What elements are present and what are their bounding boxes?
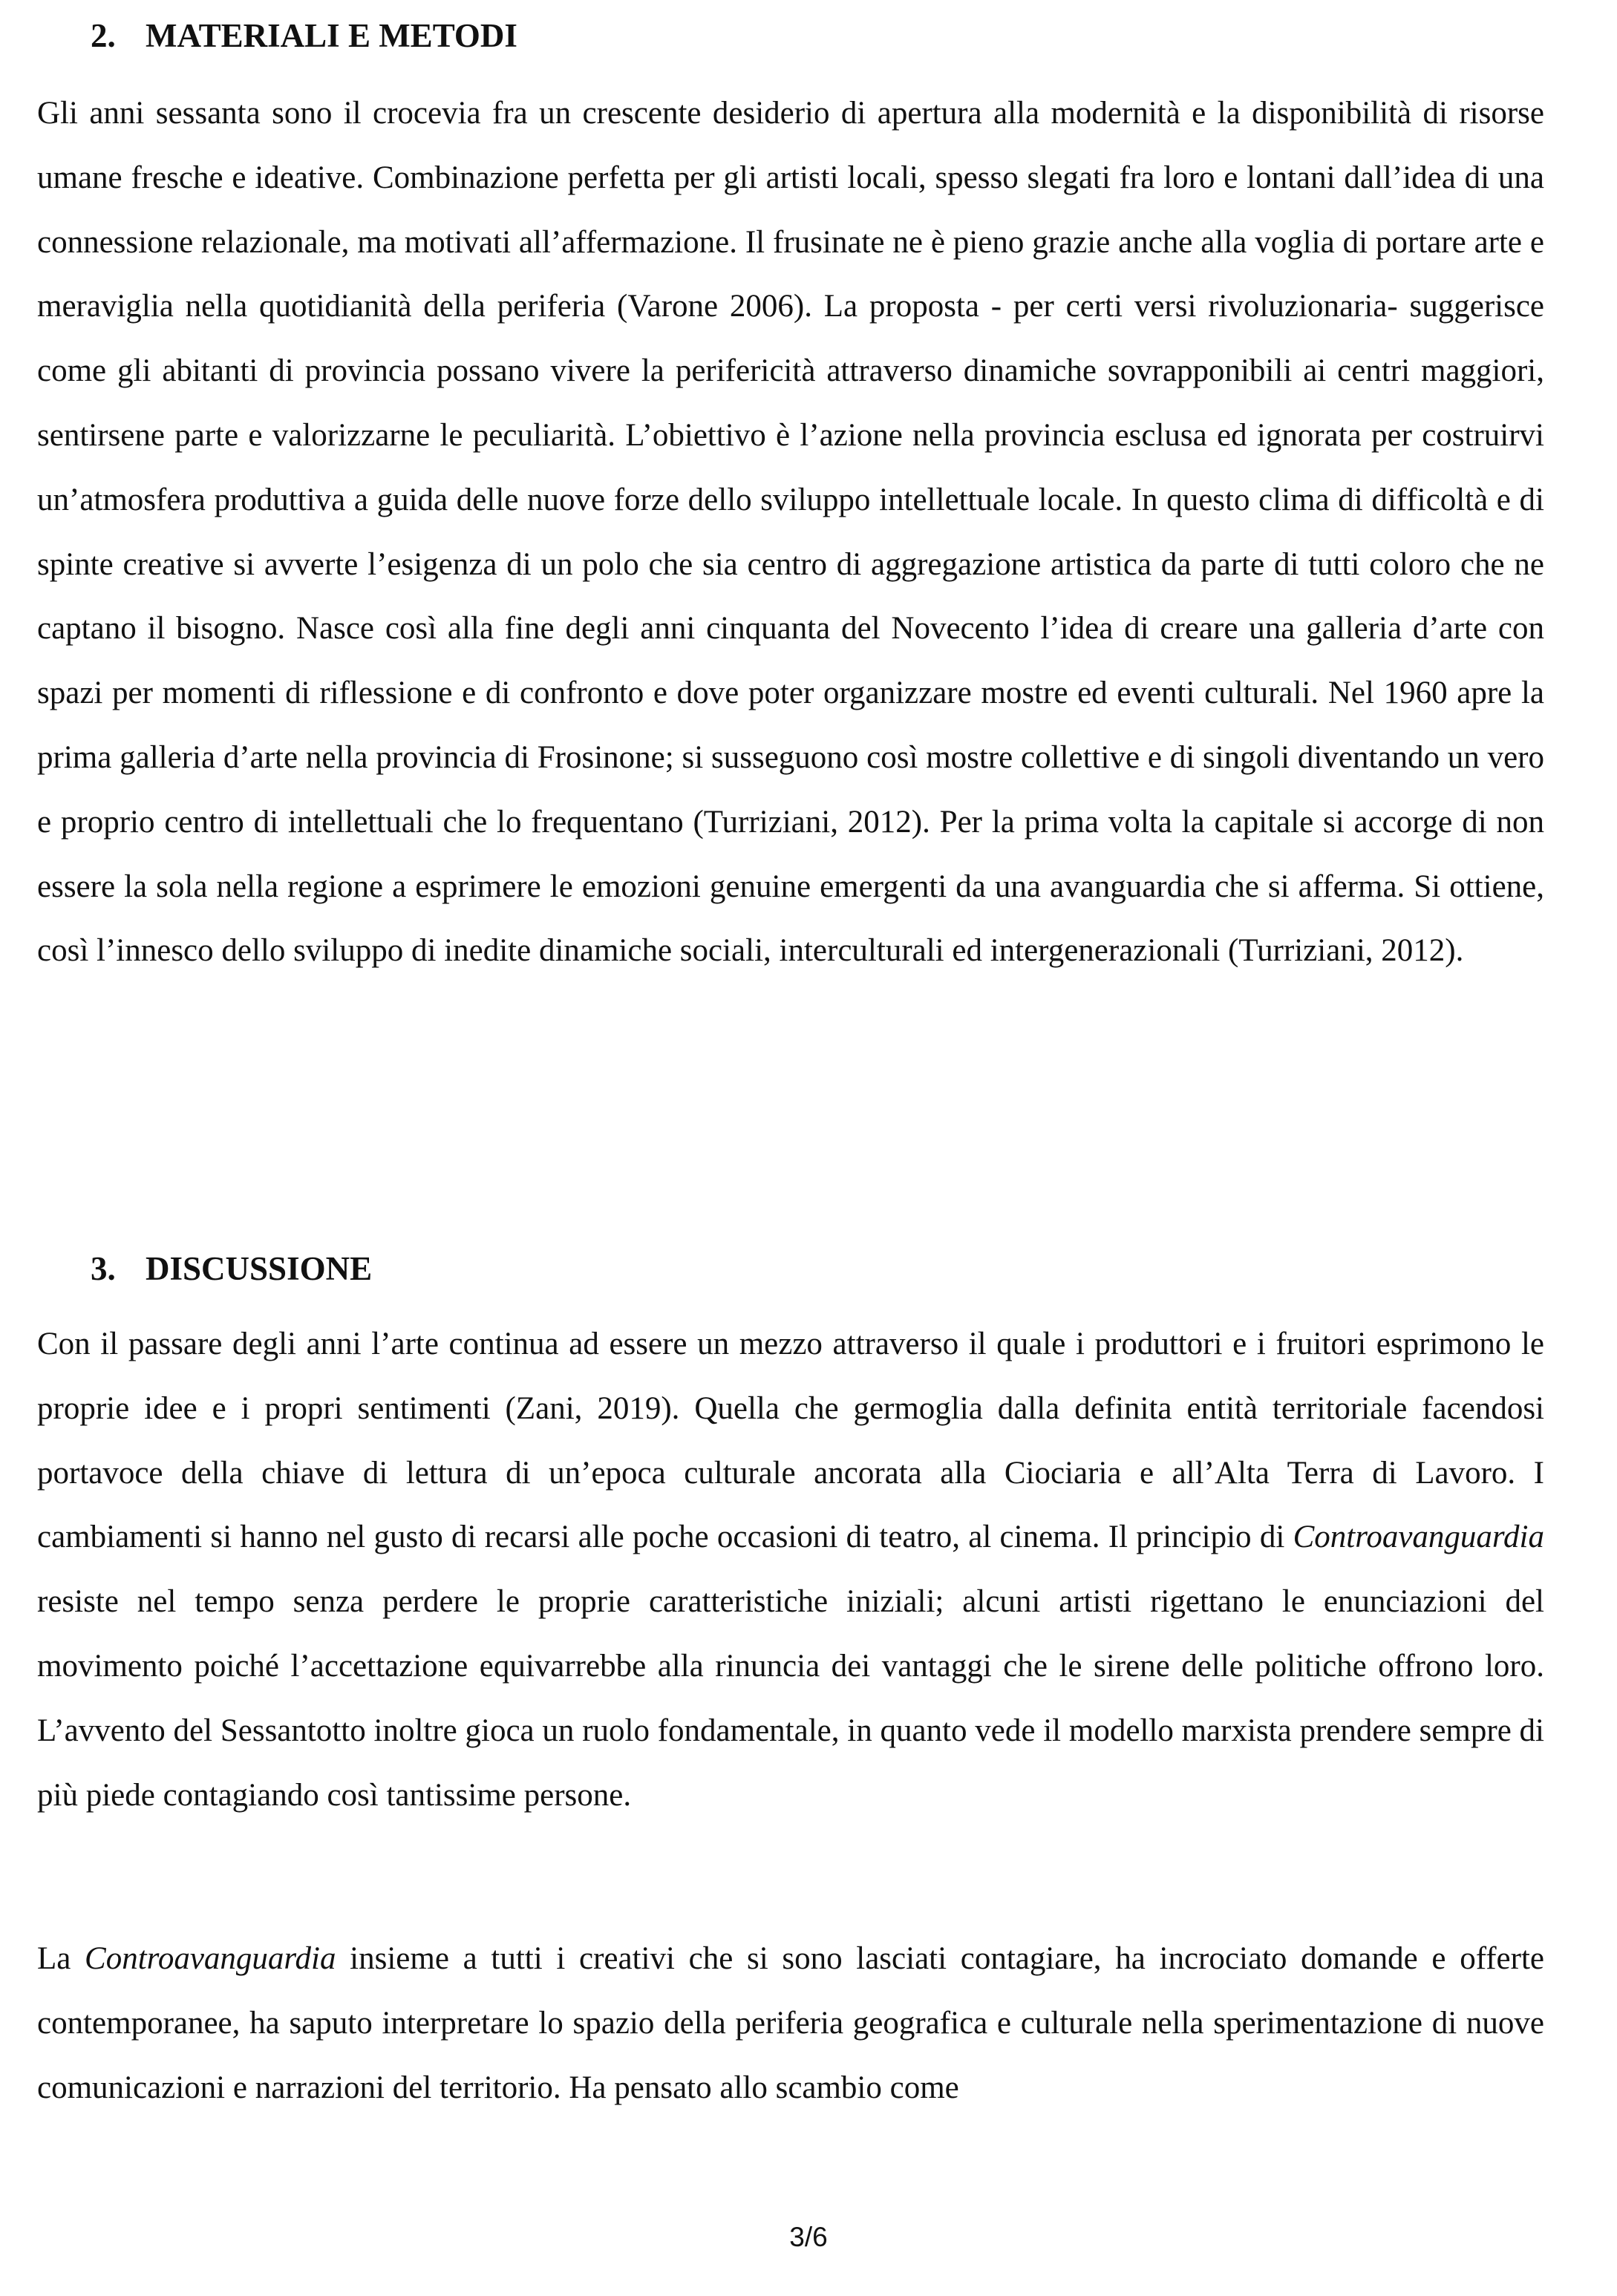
italic-term: Controavanguardia xyxy=(1293,1520,1544,1555)
paragraph-materiali-e-metodi: Gli anni sessanta sono il crocevia fra un crescente desiderio di apertura alla modernità e la disponibilità di risorse umane fresche e ideative. Combinazione perfetta per gli artisti locali, spesso slegati fra loro e lontani dall’idea di una connessione relazionale, ma motivati all’affermazione. Il frusinate ne è pieno grazie anche alla voglia di portare arte e meraviglia nella quotidianità della periferia (Varone 2006). La proposta - per certi versi rivoluzionaria- suggerisce come gli abitanti di provincia possano vivere la perifericità attraverso dinamiche sovrapponibili ai centri maggiori, sentirsene parte e valorizzarne le peculiarità. L’obiettivo è l’azione nella provincia esclusa ed ignorata per costruirvi un’atmosfera produttiva a guida delle nuove forze dello sviluppo intellettuale locale. In questo clima di difficoltà e di spinte creative si avverte l’esigenza di un polo che sia centro di aggregazione artistica da parte di tutti coloro che ne captano il bisogno. Nasce così alla fine degli anni cinquanta del Novecento l’idea di creare una galleria d’arte con spazi per momenti di riflessione e di confronto e dove poter organizzare mostre ed eventi culturali. Nel 1960 apre la prima galleria d’arte nella provincia di Frosinone; si susseguono così mostre collettive e di singoli diventando un vero e proprio centro di intellettuali che lo frequentano (Turriziani, 2012). Per la prima volta la capitale si accorge di non essere la sola nella regione a esprimere le emozioni genuine emergenti da una avanguardia che si afferma. Si ottiene, così l’innesco dello sviluppo di inedite dinamiche sociali, interculturali ed intergenerazionali (Turriziani, 2012). xyxy=(37,96,1544,969)
paragraph-discussione-2 xyxy=(37,1927,1544,2120)
page-number: 3/6 xyxy=(789,2222,828,2252)
paragraph-discussione-1 xyxy=(37,1312,1544,1828)
text-run: resiste nel tempo senza perdere le proprie caratteristiche iniziali; alcuni artisti rigettano le enunciazioni del movimento poiché l’accettazione equivarrebbe alla rinuncia dei vantaggi che le sirene delle politiche offrono loro. L’avvento del Sessantotto inoltre gioca un ruolo fondamentale, in quanto vede il modello marxista prendere sempre di più piede contagiando così tantissime persone. xyxy=(37,1584,1544,1813)
section-number: 2. xyxy=(91,17,116,54)
section-heading-materiali-e-metodi xyxy=(91,16,517,55)
section-heading-discussione xyxy=(91,1249,372,1288)
text-run: La xyxy=(37,1941,85,1976)
text-run: Con il passare degli anni l’arte continua ad essere un mezzo attraverso il quale i produttori e i fruitori esprimono le proprie idee e i propri sentimenti (Zani, 2019). Quella che germoglia dalla definita entità territoriale facendosi portavoce della chiave di lettura di un’epoca culturale ancorata alla Ciociaria e all’Alta Terra di Lavoro. I cambiamenti si hanno nel gusto di recarsi alle poche occasioni di teatro, al cinema. Il principio di xyxy=(37,1327,1544,1555)
section-title: MATERIALI E METODI xyxy=(146,17,517,54)
italic-term: Controavanguardia xyxy=(85,1941,336,1976)
text-run: insieme a tutti i creativi che si sono lasciati contagiare, ha incrociato domande e offerte contemporanee, ha saputo interpretare lo spazio della periferia geografica e culturale nella sperimentazione di nuove comunicazioni e narrazioni del territorio. Ha pensato allo scambio come xyxy=(37,1941,1544,2105)
section-title: DISCUSSIONE xyxy=(146,1250,373,1287)
section-number: 3. xyxy=(91,1250,116,1287)
